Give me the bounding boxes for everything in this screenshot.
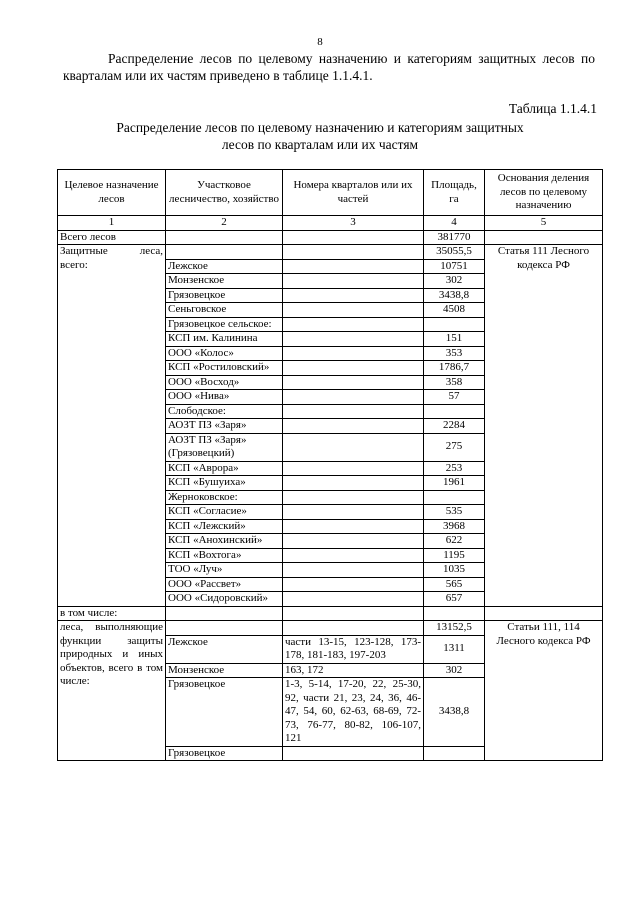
total-label: Всего лесов	[58, 230, 166, 245]
area-cell: 151	[424, 332, 485, 347]
district-name: Монзенское	[166, 663, 283, 678]
quarters-cell	[283, 245, 424, 260]
header-district: Участковое лесничество, хозяйство	[166, 170, 283, 216]
area-cell: 535	[424, 505, 485, 520]
district-name: КСП «Ростиловский»	[166, 361, 283, 376]
area-cell: 657	[424, 592, 485, 607]
table-title-line2: лесов по кварталам или их частям	[221, 137, 419, 152]
quarters-cell	[283, 361, 424, 376]
quarters-cell	[283, 332, 424, 347]
district-name: Грязовецкое	[166, 288, 283, 303]
district-name: Жерноковское:	[166, 490, 283, 505]
area-cell: 1311	[424, 635, 485, 663]
district-cell	[166, 606, 283, 621]
district-name: КСП «Согласие»	[166, 505, 283, 520]
district-name: АОЗТ ПЗ «Заря»	[166, 419, 283, 434]
district-name: КСП «Аврора»	[166, 461, 283, 476]
quarters-cell	[283, 746, 424, 761]
area-cell: 253	[424, 461, 485, 476]
area-cell: 3968	[424, 519, 485, 534]
header-basis: Основания деления лесов по целевому назначению	[485, 170, 603, 216]
quarters-cell	[283, 534, 424, 549]
table-row	[58, 621, 603, 636]
area-cell: 302	[424, 663, 485, 678]
district-name: ООО «Нива»	[166, 390, 283, 405]
area-cell: 2284	[424, 419, 485, 434]
table-body	[58, 230, 603, 761]
column-number: 4	[424, 216, 485, 231]
column-number-row	[58, 216, 603, 231]
header-purpose: Целевое назначение лесов	[58, 170, 166, 216]
quarters-cell: 1-3, 5-14, 17-20, 22, 25-30, 92, части 21, 23, 24, 36, 46-47, 54, 60, 62-63, 68-69, 72-73, 76-77, 80-82, 106-107, 121	[283, 678, 424, 747]
district-name: КСП им. Калинина	[166, 332, 283, 347]
area-cell: 1961	[424, 476, 485, 491]
quarters-cell	[283, 346, 424, 361]
area-cell: 1035	[424, 563, 485, 578]
quarters-cell	[283, 288, 424, 303]
quarters-cell	[283, 404, 424, 419]
area-cell	[424, 404, 485, 419]
area-cell: 1195	[424, 548, 485, 563]
district-name: Грязовецкое сельское:	[166, 317, 283, 332]
quarters-cell	[283, 390, 424, 405]
district-name: Грязовецкое	[166, 678, 283, 747]
quarters-cell	[283, 317, 424, 332]
district-name: Лежское	[166, 259, 283, 274]
district-name: Монзенское	[166, 274, 283, 289]
area-cell: 302	[424, 274, 485, 289]
column-number: 3	[283, 216, 424, 231]
header-quarters: Номера кварталов или их частей	[283, 170, 424, 216]
quarters-cell	[283, 519, 424, 534]
area-cell: 565	[424, 577, 485, 592]
quarters-cell	[283, 577, 424, 592]
quarters-cell	[283, 461, 424, 476]
total-area: 381770	[424, 230, 485, 245]
district-name: Грязовецкое	[166, 746, 283, 761]
district-name: ТОО «Луч»	[166, 563, 283, 578]
quarters-cell	[283, 274, 424, 289]
area-cell	[424, 490, 485, 505]
district-name: ООО «Восход»	[166, 375, 283, 390]
quarters-cell: части 13-15, 123-128, 173-178, 181-183, 197-203	[283, 635, 424, 663]
area-cell: 358	[424, 375, 485, 390]
area-cell: 10751	[424, 259, 485, 274]
table-title-line1: Распределение лесов по целевому назначению и категориям защитных	[116, 120, 524, 135]
area-cell: 4508	[424, 303, 485, 318]
forests-basis: Статьи 111, 114 Лесного кодекса РФ	[485, 621, 603, 761]
district-name: КСП «Вохтога»	[166, 548, 283, 563]
district-name: КСП «Анохинский»	[166, 534, 283, 549]
table-label: Таблица 1.1.4.1	[508, 101, 597, 116]
district-name: КСП «Лежский»	[166, 519, 283, 534]
table-header-row	[58, 170, 603, 216]
quarters-cell	[283, 375, 424, 390]
quarters-cell: 163, 172	[283, 663, 424, 678]
area-cell	[424, 606, 485, 621]
intro-paragraph: Распределение лесов по целевому назначению и категориям защитных лесов по кварталам или их частям приведено в таблице 1.1.4.1.	[63, 51, 595, 83]
quarters-cell	[283, 592, 424, 607]
district-name: ООО «Рассвет»	[166, 577, 283, 592]
protective-basis: Статья 111 Лесного кодекса РФ	[485, 245, 603, 607]
basis-cell	[485, 606, 603, 621]
district-name: Слободское:	[166, 404, 283, 419]
quarters-cell	[283, 433, 424, 461]
table-row	[58, 606, 603, 621]
quarters-cell	[283, 563, 424, 578]
area-cell: 1786,7	[424, 361, 485, 376]
column-number: 5	[485, 216, 603, 231]
quarters-cell	[283, 490, 424, 505]
header-area: Площадь, га	[424, 170, 485, 216]
page-number: 8	[317, 36, 323, 48]
area-cell: 622	[424, 534, 485, 549]
forest-distribution-table	[57, 169, 603, 761]
district-name: Лежское	[166, 635, 283, 663]
total-row	[58, 230, 603, 245]
forests-area: 13152,5	[424, 621, 485, 636]
quarters-cell	[283, 621, 424, 636]
table-title	[0, 119, 640, 153]
quarters-cell	[283, 606, 424, 621]
column-number: 2	[166, 216, 283, 231]
area-cell: 353	[424, 346, 485, 361]
quarters-cell	[283, 548, 424, 563]
district-cell	[166, 245, 283, 260]
district-cell	[166, 621, 283, 636]
quarters-cell	[283, 419, 424, 434]
area-cell	[424, 746, 485, 761]
area-cell: 3438,8	[424, 288, 485, 303]
quarters-cell	[283, 303, 424, 318]
quarters-cell	[283, 505, 424, 520]
protective-area: 35055,5	[424, 245, 485, 260]
district-name: АОЗТ ПЗ «Заря» (Грязовецкий)	[166, 433, 283, 461]
district-name: КСП «Бушуиха»	[166, 476, 283, 491]
including-label: в том числе:	[58, 606, 166, 621]
column-number: 1	[58, 216, 166, 231]
quarters-cell	[283, 259, 424, 274]
quarters-cell	[283, 476, 424, 491]
district-name: Сеньговское	[166, 303, 283, 318]
area-cell: 3438,8	[424, 678, 485, 747]
protective-label: Защитные леса, всего:	[58, 245, 166, 607]
district-name: ООО «Колос»	[166, 346, 283, 361]
table-row	[58, 245, 603, 260]
area-cell: 57	[424, 390, 485, 405]
area-cell	[424, 317, 485, 332]
forests-label: леса, выполняющие функции защиты природных и иных объектов, всего в том числе:	[58, 621, 166, 761]
district-name: ООО «Сидоровский»	[166, 592, 283, 607]
area-cell: 275	[424, 433, 485, 461]
